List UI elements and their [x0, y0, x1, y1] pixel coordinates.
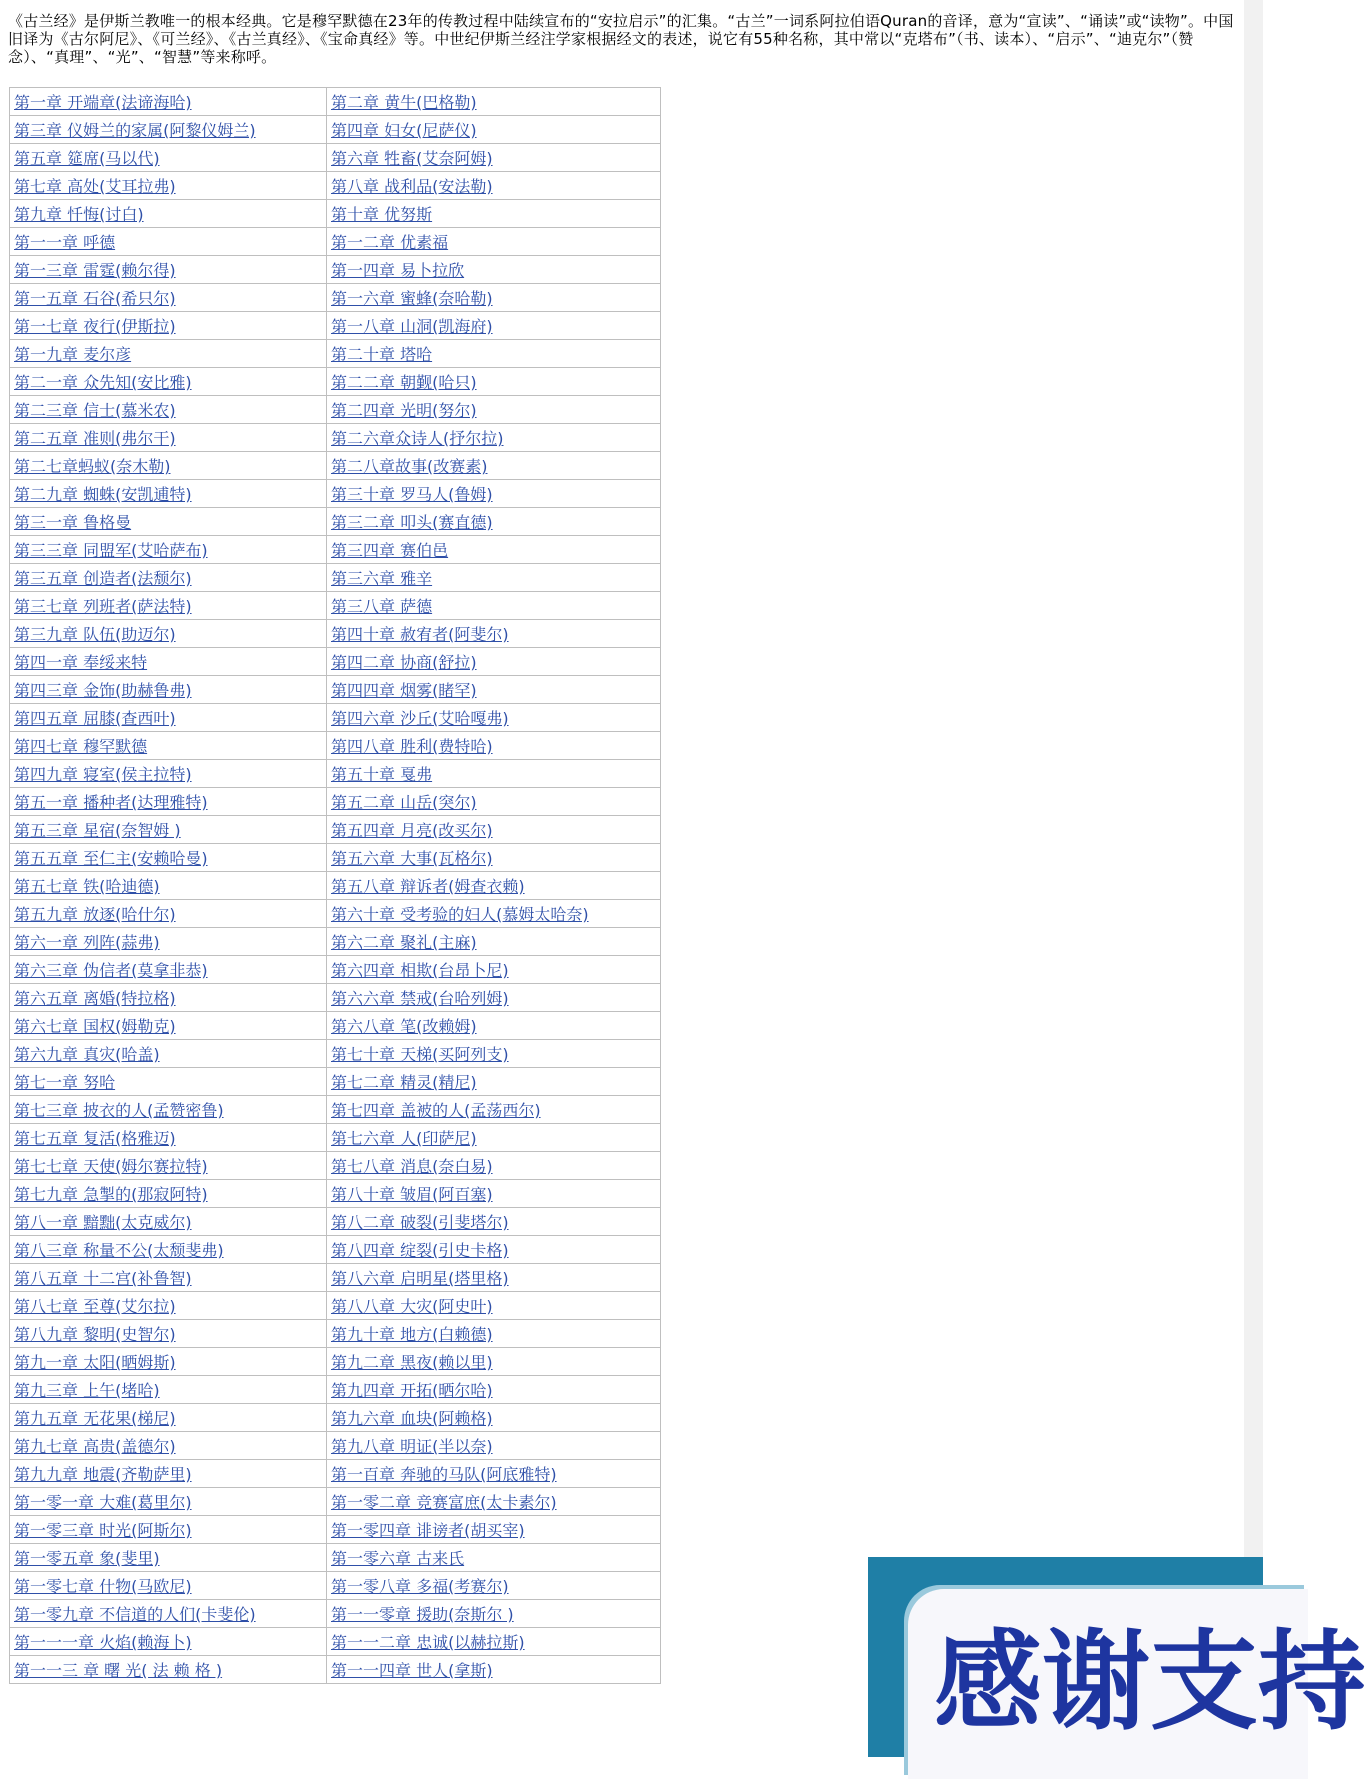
table-cell	[327, 1040, 661, 1068]
table-row	[10, 900, 661, 928]
table-cell	[10, 1040, 327, 1068]
chapter-link[interactable]: 第六七章 国权(姆勒克)	[14, 1017, 176, 1036]
table-cell	[10, 312, 327, 340]
table-cell	[10, 536, 327, 564]
table-row	[10, 1544, 661, 1572]
table-row	[10, 200, 661, 228]
table-cell	[10, 1208, 327, 1236]
table-cell	[327, 1292, 661, 1320]
chapter-link[interactable]: 第一一二章 忠诚(以赫拉斯)	[331, 1633, 525, 1652]
table-row	[10, 816, 661, 844]
table-row	[10, 508, 661, 536]
table-cell	[327, 1544, 661, 1572]
table-row	[10, 1572, 661, 1600]
table-row	[10, 1320, 661, 1348]
chapter-link[interactable]: 第一零六章 古来氏	[331, 1549, 465, 1568]
chapter-link[interactable]: 第九四章 开拓(晒尔哈)	[331, 1381, 493, 1400]
chapter-link[interactable]: 第四七章 穆罕默德	[14, 737, 148, 756]
chapter-link[interactable]: 第三一章 鲁格曼	[14, 513, 132, 532]
table-row	[10, 844, 661, 872]
chapter-link[interactable]: 第一一一章 火焰(赖海卜)	[14, 1633, 192, 1652]
table-cell	[10, 340, 327, 368]
table-cell	[10, 1320, 327, 1348]
table-cell	[10, 872, 327, 900]
table-cell	[10, 1096, 327, 1124]
chapter-link[interactable]: 第四五章 屈膝(查西叶)	[14, 709, 176, 728]
chapter-link[interactable]: 第四四章 烟雾(睹罕)	[331, 681, 477, 700]
chapter-link[interactable]: 第一五章 石谷(希只尔)	[14, 289, 176, 308]
table-cell	[327, 1404, 661, 1432]
table-cell	[10, 1068, 327, 1096]
table-cell	[327, 1124, 661, 1152]
table-cell	[327, 228, 661, 256]
table-row	[10, 228, 661, 256]
chapter-link[interactable]: 第一零一章 大难(葛里尔)	[14, 1493, 192, 1512]
chapter-link[interactable]: 第五四章 月亮(改买尔)	[331, 821, 493, 840]
chapter-link[interactable]: 第一零七章 什物(马欧尼)	[14, 1577, 192, 1596]
chapter-link[interactable]: 第九二章 黑夜(赖以里)	[331, 1353, 493, 1372]
chapter-link[interactable]: 第二一章 众先知(安比雅)	[14, 373, 192, 392]
table-row	[10, 1180, 661, 1208]
thanks-banner	[868, 1557, 1366, 1757]
table-cell	[327, 1572, 661, 1600]
table-cell	[10, 200, 327, 228]
table-cell	[10, 816, 327, 844]
table-cell	[327, 564, 661, 592]
table-cell	[327, 676, 661, 704]
chapter-link[interactable]: 第六八章 笔(改赖姆)	[331, 1017, 477, 1036]
table-cell	[327, 200, 661, 228]
table-cell	[10, 676, 327, 704]
table-cell	[10, 1628, 327, 1656]
chapter-link[interactable]: 第九章 忏悔(讨白)	[14, 205, 144, 224]
table-cell	[10, 1544, 327, 1572]
table-row	[10, 1124, 661, 1152]
table-row	[10, 1236, 661, 1264]
chapter-link[interactable]: 第五章 筵席(马以代)	[14, 149, 160, 168]
table-row	[10, 1152, 661, 1180]
chapter-table-body	[10, 88, 661, 1684]
table-row	[10, 480, 661, 508]
table-cell	[10, 1348, 327, 1376]
table-row	[10, 1096, 661, 1124]
chapter-link[interactable]: 第十章 优努斯	[331, 205, 433, 224]
table-row	[10, 1348, 661, 1376]
table-cell	[10, 788, 327, 816]
table-cell	[10, 1432, 327, 1460]
chapter-link[interactable]: 第四二章 协商(舒拉)	[331, 653, 477, 672]
chapter-link[interactable]: 第一一章 呼德	[14, 233, 116, 252]
table-cell	[10, 1656, 327, 1684]
table-row	[10, 88, 661, 116]
table-cell	[327, 116, 661, 144]
table-cell	[327, 1432, 661, 1460]
table-cell	[10, 564, 327, 592]
table-cell	[327, 592, 661, 620]
table-cell	[10, 256, 327, 284]
table-cell	[327, 928, 661, 956]
chapter-link[interactable]: 第九八章 明证(半以奈)	[331, 1437, 493, 1456]
chapter-link[interactable]: 第一零三章 时光(阿斯尔)	[14, 1521, 192, 1540]
table-cell	[327, 1068, 661, 1096]
chapter-link[interactable]: 第七四章 盖被的人(孟荡西尔)	[331, 1101, 541, 1120]
table-cell	[327, 452, 661, 480]
table-cell	[10, 732, 327, 760]
table-cell	[327, 1264, 661, 1292]
chapter-link[interactable]: 第二六章众诗人(抒尔拉)	[331, 429, 504, 448]
chapter-link[interactable]: 第六五章 离婚(特拉格)	[14, 989, 176, 1008]
table-cell	[10, 1236, 327, 1264]
table-cell	[327, 732, 661, 760]
chapter-link[interactable]: 第一四章 易卜拉欣	[331, 261, 465, 280]
table-row	[10, 284, 661, 312]
table-cell	[327, 1656, 661, 1684]
table-cell	[327, 1012, 661, 1040]
chapter-link[interactable]: 第一一四章 世人(拿斯)	[331, 1661, 493, 1680]
table-cell	[327, 424, 661, 452]
chapter-link[interactable]: 第五九章 放逐(哈什尔)	[14, 905, 176, 924]
table-row	[10, 1516, 661, 1544]
table-cell	[10, 116, 327, 144]
chapter-link[interactable]: 第一零四章 诽谤者(胡买宰)	[331, 1521, 525, 1540]
chapter-link[interactable]: 第一一三 章 曙 光( 法 赖 格 )	[14, 1661, 223, 1680]
table-row	[10, 1040, 661, 1068]
chapter-link[interactable]: 第四一章 奉绥来特	[14, 653, 148, 672]
chapter-link[interactable]: 第五七章 铁(哈迪德)	[14, 877, 160, 896]
table-cell	[327, 984, 661, 1012]
chapter-link[interactable]: 第五一章 播种者(达理雅特)	[14, 793, 208, 812]
chapter-link[interactable]: 第七一章 努哈	[14, 1073, 116, 1092]
chapter-link[interactable]: 第六四章 相欺(台昂卜尼)	[331, 961, 509, 980]
table-cell	[10, 1516, 327, 1544]
chapter-link[interactable]: 第七六章 人(印萨尼)	[331, 1129, 477, 1148]
table-cell	[10, 1012, 327, 1040]
table-cell	[327, 508, 661, 536]
table-cell	[10, 900, 327, 928]
table-row	[10, 1012, 661, 1040]
chapter-link[interactable]: 第六六章 禁戒(台哈列姆)	[331, 989, 509, 1008]
chapter-link[interactable]: 第一六章 蜜蜂(奈哈勒)	[331, 289, 493, 308]
chapter-link[interactable]: 第一零八章 多福(考赛尔)	[331, 1577, 509, 1596]
table-cell	[10, 620, 327, 648]
chapter-link[interactable]: 第一零五章 象(斐里)	[14, 1549, 160, 1568]
chapter-link[interactable]: 第八三章 称量不公(太颓斐弗)	[14, 1241, 224, 1260]
chapter-link[interactable]: 第七十章 天梯(买阿列支)	[331, 1045, 509, 1064]
table-cell	[10, 1180, 327, 1208]
table-row	[10, 144, 661, 172]
chapter-link[interactable]: 第九六章 血块(阿赖格)	[331, 1409, 493, 1428]
chapter-link[interactable]: 第八一章 黯黜(太克威尔)	[14, 1213, 192, 1232]
table-row	[10, 312, 661, 340]
chapter-link[interactable]: 第八七章 至尊(艾尔拉)	[14, 1297, 176, 1316]
table-cell	[327, 1376, 661, 1404]
table-cell	[327, 1096, 661, 1124]
chapter-link[interactable]: 第八五章 十二宫(补鲁智)	[14, 1269, 192, 1288]
table-cell	[327, 480, 661, 508]
table-row	[10, 956, 661, 984]
table-cell	[10, 1152, 327, 1180]
chapter-link[interactable]: 第八九章 黎明(史智尔)	[14, 1325, 176, 1344]
chapter-link[interactable]: 第三十章 罗马人(鲁姆)	[331, 485, 493, 504]
chapter-link[interactable]: 第二三章 信士(慕米农)	[14, 401, 176, 420]
table-cell	[327, 620, 661, 648]
table-row	[10, 1460, 661, 1488]
chapter-link[interactable]: 第八八章 大灾(阿史叶)	[331, 1297, 493, 1316]
chapter-link[interactable]: 第一零九章 不信道的人们(卡斐伦)	[14, 1605, 256, 1624]
table-cell	[10, 1488, 327, 1516]
table-cell	[327, 1320, 661, 1348]
chapter-link[interactable]: 第一九章 麦尔彦	[14, 345, 132, 364]
table-cell	[10, 592, 327, 620]
table-cell	[327, 256, 661, 284]
table-row	[10, 1656, 661, 1684]
table-cell	[10, 172, 327, 200]
table-cell	[327, 704, 661, 732]
chapter-link[interactable]: 第四八章 胜利(费特哈)	[331, 737, 493, 756]
table-cell	[327, 1600, 661, 1628]
chapter-link[interactable]: 第六十章 受考验的妇人(慕姆太哈奈)	[331, 905, 589, 924]
chapter-link[interactable]: 第七三章 披衣的人(孟赞密鲁)	[14, 1101, 224, 1120]
table-cell	[327, 816, 661, 844]
table-row	[10, 536, 661, 564]
table-cell	[10, 704, 327, 732]
table-row	[10, 452, 661, 480]
chapter-link[interactable]: 第七章 高处(艾耳拉弗)	[14, 177, 176, 196]
chapter-link[interactable]: 第三二章 叩头(赛直德)	[331, 513, 493, 532]
chapter-link[interactable]: 第八二章 破裂(引斐塔尔)	[331, 1213, 509, 1232]
table-cell	[327, 172, 661, 200]
table-cell	[10, 956, 327, 984]
chapter-link[interactable]: 第一三章 雷霆(赖尔得)	[14, 261, 176, 280]
table-cell	[327, 760, 661, 788]
chapter-link[interactable]: 第二五章 准则(弗尔干)	[14, 429, 176, 448]
chapter-link[interactable]: 第六三章 伪信者(莫拿非恭)	[14, 961, 208, 980]
table-cell	[10, 1292, 327, 1320]
table-cell	[327, 88, 661, 116]
chapter-link[interactable]: 第五二章 山岳(突尔)	[331, 793, 477, 812]
table-cell	[10, 480, 327, 508]
chapter-link[interactable]: 第九一章 太阳(晒姆斯)	[14, 1353, 176, 1372]
thanks-banner-panel	[908, 1589, 1366, 1779]
chapter-link[interactable]: 第九十章 地方(白赖德)	[331, 1325, 493, 1344]
chapter-link[interactable]: 第六九章 真灾(哈盖)	[14, 1045, 160, 1064]
table-cell	[10, 228, 327, 256]
chapter-link[interactable]: 第二八章故事(改赛素)	[331, 457, 488, 476]
chapter-table	[9, 87, 661, 1684]
table-cell	[10, 284, 327, 312]
chapter-link[interactable]: 第三九章 队伍(助迈尔)	[14, 625, 176, 644]
table-row	[10, 1264, 661, 1292]
table-row	[10, 872, 661, 900]
table-cell	[10, 1404, 327, 1432]
chapter-link[interactable]: 第二二章 朝觐(哈只)	[331, 373, 477, 392]
chapter-link[interactable]: 第七八章 消息(奈白易)	[331, 1157, 493, 1176]
table-row	[10, 1404, 661, 1432]
table-cell	[327, 1460, 661, 1488]
vertical-scrollbar[interactable]	[1244, 0, 1263, 1757]
table-cell	[10, 508, 327, 536]
chapter-link[interactable]: 第九七章 高贵(盖德尔)	[14, 1437, 176, 1456]
table-cell	[10, 648, 327, 676]
table-row	[10, 1292, 661, 1320]
table-cell	[10, 984, 327, 1012]
chapter-link[interactable]: 第一零二章 竞赛富庶(太卡素尔)	[331, 1493, 557, 1512]
thanks-banner-text: 感谢支持	[934, 1620, 1366, 1745]
chapter-link[interactable]: 第二九章 蜘蛛(安凯逋特)	[14, 485, 192, 504]
table-row	[10, 732, 661, 760]
table-row	[10, 1208, 661, 1236]
table-cell	[327, 536, 661, 564]
table-row	[10, 172, 661, 200]
table-cell	[10, 1572, 327, 1600]
table-cell	[327, 396, 661, 424]
chapter-link[interactable]: 第三四章 赛伯邑	[331, 541, 449, 560]
table-row	[10, 1432, 661, 1460]
chapter-link[interactable]: 第一八章 山洞(凯海府)	[331, 317, 493, 336]
table-cell	[10, 144, 327, 172]
chapter-link[interactable]: 第五十章 戛弗	[331, 765, 433, 784]
table-cell	[10, 1264, 327, 1292]
table-row	[10, 396, 661, 424]
chapter-link[interactable]: 第二四章 光明(努尔)	[331, 401, 477, 420]
table-cell	[327, 872, 661, 900]
chapter-link[interactable]: 第三三章 同盟军(艾哈萨布)	[14, 541, 208, 560]
table-row	[10, 1628, 661, 1656]
table-row	[10, 984, 661, 1012]
table-cell	[10, 1460, 327, 1488]
chapter-link[interactable]: 第八章 战利品(安法勒)	[331, 177, 493, 196]
chapter-link[interactable]: 第一百章 奔驰的马队(阿底雅特)	[331, 1465, 557, 1484]
table-cell	[10, 452, 327, 480]
table-cell	[327, 1208, 661, 1236]
table-cell	[10, 368, 327, 396]
table-row	[10, 1600, 661, 1628]
table-cell	[327, 284, 661, 312]
chapter-link[interactable]: 第四十章 赦宥者(阿斐尔)	[331, 625, 509, 644]
chapter-link[interactable]: 第八四章 绽裂(引史卡格)	[331, 1241, 509, 1260]
chapter-link[interactable]: 第五五章 至仁主(安赖哈曼)	[14, 849, 208, 868]
chapter-link[interactable]: 第六一章 列阵(蒜弗)	[14, 933, 160, 952]
table-cell	[327, 144, 661, 172]
chapter-link[interactable]: 第三七章 列班者(萨法特)	[14, 597, 192, 616]
table-cell	[327, 1488, 661, 1516]
table-row	[10, 564, 661, 592]
chapter-link[interactable]: 第四三章 金饰(助赫鲁弗)	[14, 681, 192, 700]
chapter-link[interactable]: 第一章 开端章(法谛海哈)	[14, 93, 192, 112]
table-cell	[327, 1152, 661, 1180]
table-cell	[10, 760, 327, 788]
table-cell	[10, 1600, 327, 1628]
chapter-link[interactable]: 第七五章 复活(格雅迈)	[14, 1129, 176, 1148]
chapter-link[interactable]: 第三八章 萨德	[331, 597, 433, 616]
chapter-link[interactable]: 第三六章 雅辛	[331, 569, 433, 588]
chapter-link[interactable]: 第四九章 寝室(侯主拉特)	[14, 765, 192, 784]
table-row	[10, 1068, 661, 1096]
chapter-link[interactable]: 第九三章 上午(堵哈)	[14, 1381, 160, 1400]
chapter-link[interactable]: 第五六章 大事(瓦格尔)	[331, 849, 493, 868]
table-cell	[10, 396, 327, 424]
table-cell	[327, 1628, 661, 1656]
table-cell	[10, 88, 327, 116]
table-row	[10, 368, 661, 396]
table-row	[10, 256, 661, 284]
table-cell	[10, 1124, 327, 1152]
table-row	[10, 760, 661, 788]
table-row	[10, 1376, 661, 1404]
table-row	[10, 424, 661, 452]
table-row	[10, 676, 661, 704]
table-cell	[10, 844, 327, 872]
table-row	[10, 1488, 661, 1516]
table-cell	[327, 1236, 661, 1264]
table-cell	[10, 1376, 327, 1404]
table-row	[10, 592, 661, 620]
chapter-link[interactable]: 第三章 仪姆兰的家属(阿黎仪姆兰)	[14, 121, 256, 140]
chapter-link[interactable]: 第九九章 地震(齐勒萨里)	[14, 1465, 192, 1484]
table-cell	[327, 340, 661, 368]
table-row	[10, 928, 661, 956]
table-cell	[327, 1180, 661, 1208]
table-row	[10, 620, 661, 648]
chapter-link[interactable]: 第八六章 启明星(塔里格)	[331, 1269, 509, 1288]
table-cell	[327, 648, 661, 676]
chapter-link[interactable]: 第七七章 天使(姆尔赛拉特)	[14, 1157, 208, 1176]
chapter-link[interactable]: 第二十章 塔哈	[331, 345, 433, 364]
table-cell	[327, 900, 661, 928]
chapter-link[interactable]: 第二七章蚂蚁(奈木勒)	[14, 457, 171, 476]
table-row	[10, 648, 661, 676]
chapter-link[interactable]: 第九五章 无花果(梯尼)	[14, 1409, 176, 1428]
table-row	[10, 340, 661, 368]
table-cell	[327, 956, 661, 984]
chapter-link[interactable]: 第八十章 皱眉(阿百塞)	[331, 1185, 493, 1204]
table-row	[10, 704, 661, 732]
table-row	[10, 116, 661, 144]
table-cell	[327, 368, 661, 396]
table-cell	[327, 1516, 661, 1544]
table-cell	[10, 424, 327, 452]
chapter-link[interactable]: 第五八章 辩诉者(姆查衣赖)	[331, 877, 525, 896]
chapter-link[interactable]: 第七九章 急掣的(那寂阿特)	[14, 1185, 208, 1204]
chapter-link[interactable]: 第一一零章 援助(奈斯尔 )	[331, 1605, 514, 1624]
intro-paragraph: 《古兰经》是伊斯兰教唯一的根本经典。它是穆罕默德在23年的传教过程中陆续宣布的“安拉启示”的汇集。“古兰”一词系阿拉伯语Quran的音译，意为“宣读”、“诵读”或“读物”。中国旧译为《古尔阿尼》、《可兰经》、《古兰真经》、《宝命真经》等。中世纪伊斯兰经注学家根据经文的表述，说它有55种名称，其中常以“克塔布”（书、读本）、“启示”、“迪克尔”（赞念）、“真理”、“光”、“智慧”等来称呼。	[8, 12, 1234, 66]
chapter-link[interactable]: 第二章 黄牛(巴格勒)	[331, 93, 477, 112]
table-cell	[327, 1348, 661, 1376]
chapter-link[interactable]: 第七二章 精灵(精尼)	[331, 1073, 477, 1092]
table-cell	[327, 788, 661, 816]
table-row	[10, 788, 661, 816]
chapter-link[interactable]: 第四六章 沙丘(艾哈嘎弗)	[331, 709, 509, 728]
chapter-link[interactable]: 第六二章 聚礼(主麻)	[331, 933, 477, 952]
chapter-link[interactable]: 第一二章 优素福	[331, 233, 449, 252]
table-cell	[327, 844, 661, 872]
chapter-link[interactable]: 第六章 牲畜(艾奈阿姆)	[331, 149, 493, 168]
table-cell	[10, 928, 327, 956]
chapter-link[interactable]: 第四章 妇女(尼萨仪)	[331, 121, 477, 140]
chapter-link[interactable]: 第一七章 夜行(伊斯拉)	[14, 317, 176, 336]
chapter-link[interactable]: 第五三章 星宿(奈智姆 )	[14, 821, 181, 840]
chapter-link[interactable]: 第三五章 创造者(法颓尔)	[14, 569, 192, 588]
table-cell	[327, 312, 661, 340]
